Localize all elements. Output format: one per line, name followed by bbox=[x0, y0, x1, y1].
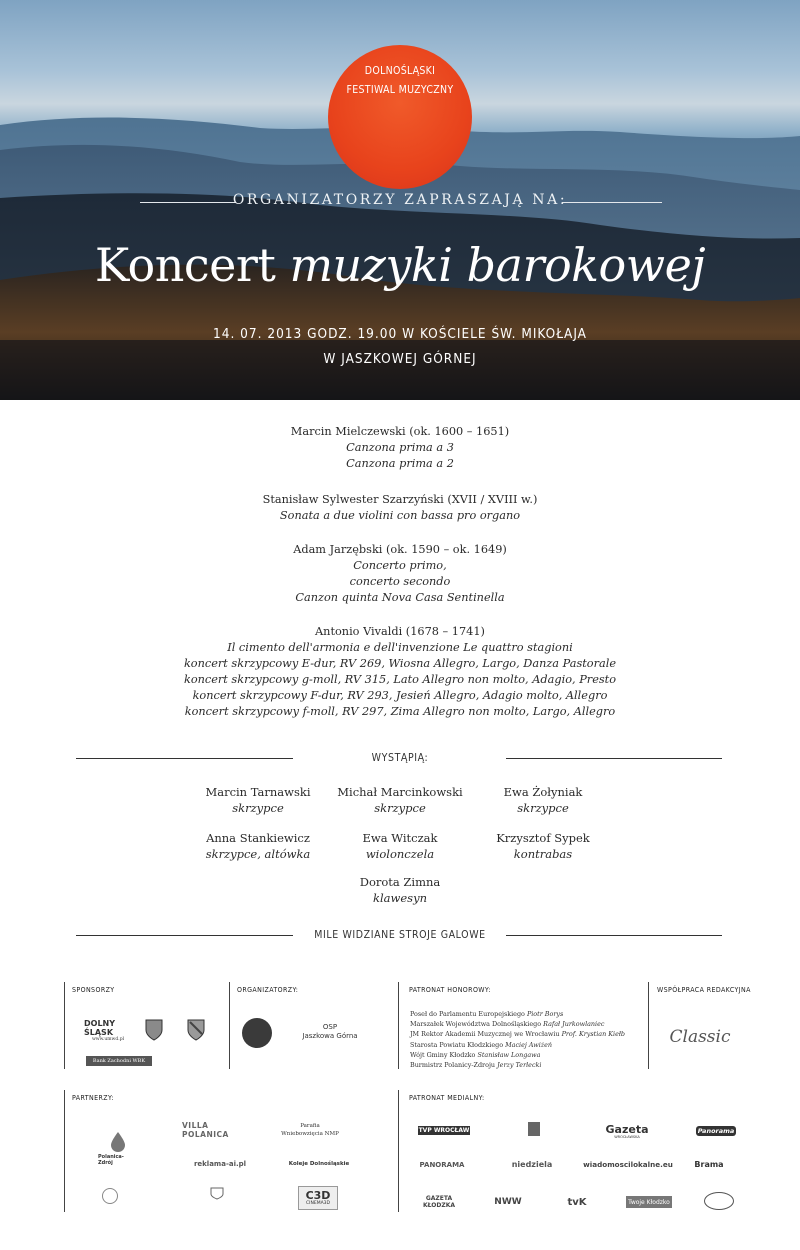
festival-logo-line1: DOLNOŚLĄSKI bbox=[364, 65, 436, 77]
title-regular: Koncert bbox=[94, 238, 276, 292]
performer bbox=[320, 874, 480, 906]
patron-name: Jerzy Terlecki bbox=[497, 1061, 542, 1070]
koleje-logo[interactable] bbox=[284, 1158, 354, 1170]
vline bbox=[648, 982, 649, 1069]
date-line1: 14. 07. 2013 GODZ. 19.00 W KOŚCIELE ŚW. MIKOŁAJA bbox=[213, 326, 587, 342]
cinema-text: C3D bbox=[305, 1189, 331, 1202]
performer-name: Ewa Żołyniak bbox=[503, 785, 583, 799]
brama-text: Brama bbox=[694, 1159, 724, 1169]
vline bbox=[398, 982, 399, 1069]
section-label-partners: PARTNERZY: bbox=[72, 1094, 114, 1102]
osp-line2: Jaszkowa Górna bbox=[302, 1032, 358, 1040]
date-line2: W JASZKOWEJ GÓRNEJ bbox=[323, 351, 477, 367]
patron-role: Wójt Gminy Kłodzko bbox=[410, 1050, 476, 1059]
panorama-top-logo[interactable] bbox=[696, 1126, 736, 1136]
brama-logo[interactable] bbox=[686, 1158, 732, 1170]
honorary-patron bbox=[410, 1050, 625, 1060]
tvk-logo[interactable] bbox=[564, 1196, 590, 1208]
honorary-patron bbox=[410, 1029, 625, 1039]
festival-logo-text bbox=[328, 62, 472, 100]
gazeta-klodzka-logo[interactable] bbox=[420, 1194, 458, 1210]
vline bbox=[64, 982, 65, 1069]
patron-role: Poseł do Parlamentu Europejskiego bbox=[410, 1010, 525, 1018]
dress-code: MILE WIDZIANE STROJE GALOWE bbox=[314, 929, 486, 941]
section-label-organizers: ORGANIZATORZY: bbox=[237, 986, 299, 994]
performer bbox=[463, 830, 623, 862]
work: Concerto primo, bbox=[353, 559, 447, 572]
program-item bbox=[0, 624, 800, 720]
bank-logo-text: Bank Zachodni WBK bbox=[92, 1058, 146, 1064]
patron-role: JM Rektor Akademii Muzycznej we Wrocławiu bbox=[410, 1030, 560, 1039]
performer-instrument: skrzypce bbox=[374, 801, 426, 815]
cinema-sub: CINEMA3D bbox=[306, 1201, 330, 1206]
panorama-top-text: Panorama bbox=[697, 1127, 735, 1135]
osp-logo[interactable] bbox=[300, 1022, 360, 1042]
section-label-sponsors: SPONSORZY bbox=[72, 986, 115, 994]
koleje-text: Koleje Dolnośląskie bbox=[288, 1161, 350, 1167]
gazeta-sub: WROCŁAWSKA bbox=[614, 1134, 640, 1139]
work: Sonata a due violini con bassa pro organo bbox=[279, 509, 521, 522]
composer: Adam Jarzębski (ok. 1590 – ok. 1649) bbox=[293, 543, 507, 556]
tvk-text: tvK bbox=[567, 1196, 587, 1208]
gazeta-logo[interactable] bbox=[602, 1124, 652, 1138]
panorama-logo[interactable] bbox=[418, 1160, 466, 1170]
villa-polanica-logo[interactable] bbox=[182, 1121, 252, 1139]
performers-heading: WYSTĄPIĄ: bbox=[371, 752, 429, 764]
classic-logo[interactable] bbox=[664, 1026, 736, 1048]
radio-icon bbox=[524, 1120, 544, 1140]
performer-instrument: skrzypce bbox=[232, 801, 284, 815]
patron-name: Prof. Krystian Kiełb bbox=[561, 1030, 626, 1039]
work: Il cimento dell'armonia e dell'invenzione Le quattro stagioni bbox=[227, 641, 573, 654]
patron-role: Marszałek Województwa Dolnośląskiego bbox=[410, 1020, 542, 1029]
organizer-circle-icon bbox=[242, 1018, 272, 1048]
reklama-logo[interactable] bbox=[192, 1158, 248, 1170]
villa-text: VILLA POLANICA bbox=[182, 1121, 229, 1139]
performer-name: Ewa Witczak bbox=[362, 831, 438, 845]
patron-name: Rafał Jurkowlaniec bbox=[543, 1020, 605, 1029]
invitation-text: ORGANIZATORZY ZAPRASZAJĄ NA: bbox=[232, 192, 568, 208]
honorary-patron bbox=[410, 1009, 625, 1019]
performer bbox=[463, 784, 623, 816]
osp-line1: OSP bbox=[322, 1023, 338, 1031]
program-item bbox=[0, 424, 800, 472]
hero-banner bbox=[0, 0, 800, 400]
vline bbox=[398, 1090, 399, 1212]
performer-name: Michał Marcinkowski bbox=[337, 785, 463, 799]
performer-name: Krzysztof Sypek bbox=[496, 831, 590, 845]
gazeta-klodzka-text: GAZETA KŁODZKA bbox=[422, 1195, 455, 1209]
performer-instrument: skrzypce bbox=[517, 801, 569, 815]
dolny-slask-logo[interactable] bbox=[84, 1018, 132, 1042]
performer bbox=[178, 784, 338, 816]
program-item bbox=[0, 492, 800, 524]
work: koncert skrzypcowy f-moll, RV 297, Zima Allegro non molto, Largo, Allegro bbox=[184, 705, 616, 718]
festival-logo-line2: FESTIWAL MUZYCZNY bbox=[346, 84, 454, 96]
concert-date bbox=[0, 322, 800, 372]
dolny-slask-text: DOLNY ŚLĄSK bbox=[84, 1018, 116, 1037]
performer-name: Dorota Zimna bbox=[359, 875, 441, 889]
performer bbox=[320, 784, 480, 816]
performer-instrument: klawesyn bbox=[373, 891, 427, 905]
vline bbox=[64, 1090, 65, 1212]
section-label-editorial: WSPÓŁPRACA REDAKCYJNA bbox=[657, 986, 751, 994]
patron-role: Starosta Powiatu Kłodzkiego bbox=[410, 1040, 504, 1049]
coat-of-arms-icon bbox=[144, 1016, 164, 1042]
work: koncert skrzypcowy E-dur, RV 269, Wiosna Allegro, Largo, Danza Pastorale bbox=[183, 657, 617, 670]
patron-name: Maciej Awiżeń bbox=[505, 1040, 553, 1049]
section-label-media: PATRONAT MEDIALNY: bbox=[409, 1094, 485, 1102]
water-drop-icon bbox=[108, 1130, 128, 1154]
reklama-text: reklama-ai.pl bbox=[193, 1160, 247, 1168]
honorary-patron bbox=[410, 1019, 625, 1029]
work: concerto secondo bbox=[349, 575, 451, 588]
classic-logo-text: Classic bbox=[669, 1027, 731, 1047]
program bbox=[0, 424, 800, 735]
performer bbox=[320, 830, 480, 862]
niedziela-text: niedziela bbox=[511, 1159, 553, 1169]
performer bbox=[178, 830, 338, 862]
honorary-patrons-list bbox=[410, 1009, 625, 1070]
patron-name: Piotr Borys bbox=[526, 1010, 564, 1018]
dolny-slask-url: www.umwd.pl bbox=[91, 1036, 125, 1042]
nww-text: NWW bbox=[494, 1197, 522, 1207]
performer-instrument: skrzypce, altówka bbox=[205, 847, 311, 861]
performer-instrument: wiolonczela bbox=[365, 847, 435, 861]
patron-role: Burmistrz Polanicy-Zdroju bbox=[410, 1061, 496, 1070]
gazeta-text: Gazeta bbox=[605, 1122, 649, 1136]
parafia-line1: Parafia bbox=[300, 1123, 320, 1129]
coat-of-arms-icon bbox=[186, 1016, 206, 1042]
niedziela-logo[interactable] bbox=[506, 1158, 558, 1170]
tvp-logo[interactable] bbox=[418, 1126, 470, 1135]
partner-crest-icon bbox=[210, 1186, 224, 1200]
polanica-text: Polanica-Zdrój bbox=[98, 1154, 124, 1166]
twoje-text: Twoje Kłodzko bbox=[628, 1198, 670, 1206]
media-emblem-icon bbox=[704, 1192, 734, 1210]
parafia-logo[interactable] bbox=[280, 1120, 340, 1140]
program-item bbox=[0, 542, 800, 606]
parafia-line2: Wniebowzięcia NMP bbox=[281, 1131, 339, 1137]
composer: Marcin Mielczewski (ok. 1600 – 1651) bbox=[290, 425, 510, 438]
concert-title bbox=[0, 238, 800, 292]
work: koncert skrzypcowy F-dur, RV 293, Jesień Allegro, Adagio molto, Allegro bbox=[192, 689, 608, 702]
honorary-patron bbox=[410, 1060, 625, 1070]
title-italic: muzyki barokowej bbox=[289, 238, 706, 292]
performer-name: Anna Stankiewicz bbox=[206, 831, 310, 845]
composer: Stanisław Sylwester Szarzyński (XVII / XVIII w.) bbox=[262, 493, 538, 506]
performer-instrument: kontrabas bbox=[513, 847, 573, 861]
wiadomosci-logo[interactable] bbox=[582, 1158, 674, 1170]
work: Canzona prima a 3 bbox=[346, 441, 454, 454]
work: koncert skrzypcowy g-moll, RV 315, Lato Allegro non molto, Adagio, Presto bbox=[183, 673, 617, 686]
section-label-honorary: PATRONAT HONOROWY: bbox=[409, 986, 491, 994]
polanica-logo[interactable] bbox=[98, 1128, 138, 1168]
twoje-klodzko-logo[interactable] bbox=[626, 1196, 672, 1208]
work: Canzon quinta Nova Casa Sentinella bbox=[295, 591, 505, 604]
panorama-mid-text: PANORAMA bbox=[419, 1161, 465, 1169]
composer: Antonio Vivaldi (1678 – 1741) bbox=[315, 625, 485, 638]
work: Canzona prima a 2 bbox=[346, 457, 454, 470]
patron-name: Stanisław Longawa bbox=[477, 1050, 541, 1059]
cinema3d-logo[interactable] bbox=[298, 1186, 338, 1210]
nww-logo[interactable] bbox=[492, 1196, 524, 1208]
vline bbox=[229, 982, 230, 1069]
bank-logo[interactable] bbox=[86, 1056, 152, 1066]
partner-emblem-icon bbox=[102, 1188, 118, 1204]
tvp-text: TVP WROCŁAW bbox=[418, 1127, 470, 1134]
honorary-patron bbox=[410, 1040, 625, 1050]
performer-name: Marcin Tarnawski bbox=[205, 785, 311, 799]
wiadomosci-text: wiadomoscilokalne.eu bbox=[583, 1159, 673, 1169]
